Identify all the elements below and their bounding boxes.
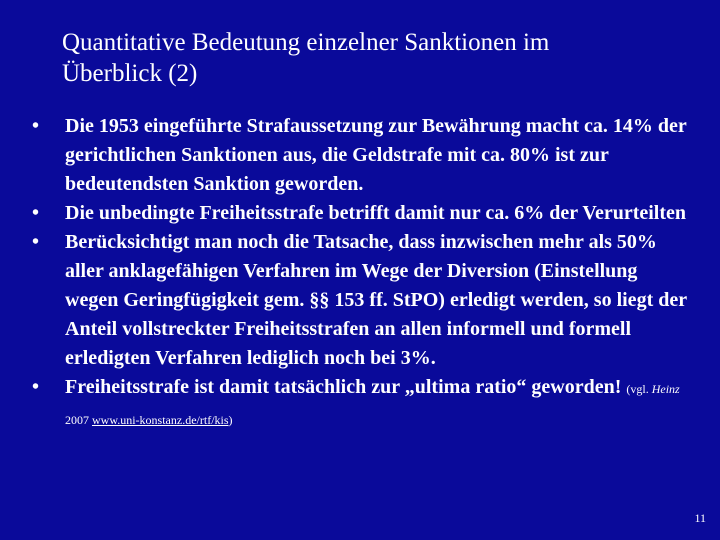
bullet-item-1 xyxy=(0,112,695,199)
slide-title xyxy=(62,27,702,89)
bullet-item-2 xyxy=(0,199,695,228)
bullet-marker: • xyxy=(32,202,40,224)
slide-title-line-1: Quantitative Bedeutung einzelner Sanktionen im xyxy=(62,29,550,56)
bullet-text: Die unbedingte Freiheitsstrafe betrifft damit nur ca. 6% der Verurteilten xyxy=(65,202,687,224)
bullet-text-with-citation xyxy=(65,373,695,435)
bullet-text: Freiheitsstrafe ist damit tatsächlich zur „ultima ratio“ geworden! xyxy=(65,376,622,398)
bullet-text: Die 1953 eingeführte Strafaussetzung zur Bewährung macht ca. 14% der gerichtlichen Sanktionen aus, die Geldstrafe mit ca. 80% ist zur bedeutendsten Sanktion geworden. xyxy=(65,115,687,195)
bullet-marker: • xyxy=(32,376,40,398)
bullet-item-3 xyxy=(0,228,695,373)
bullet-marker: • xyxy=(32,231,40,253)
bullet-marker: • xyxy=(32,115,40,137)
bullet-item-4 xyxy=(0,373,695,435)
citation-year: 2007 xyxy=(65,413,92,427)
page-number: 11 xyxy=(694,511,706,525)
citation-link[interactable]: www.uni-konstanz.de/rtf/kis xyxy=(92,413,229,427)
slide-title-line-2: Überblick (2) xyxy=(62,60,198,87)
citation-prefix: (vgl. xyxy=(626,382,652,396)
citation-suffix: ) xyxy=(228,413,233,427)
citation-author: Heinz xyxy=(651,382,680,396)
bullet-list xyxy=(0,112,720,435)
bullet-text: Berücksichtigt man noch die Tatsache, dass inzwischen mehr als 50% aller anklagefähigen Verfahren im Wege der Diversion (Einstellung wegen Geringfügigkeit gem. §§ 153 ff. StPO) erledigt werden, so liegt der Anteil vollstreckter Freiheitsstrafen an allen informell und formell erledigten Verfahren lediglich noch bei 3%. xyxy=(65,231,687,369)
